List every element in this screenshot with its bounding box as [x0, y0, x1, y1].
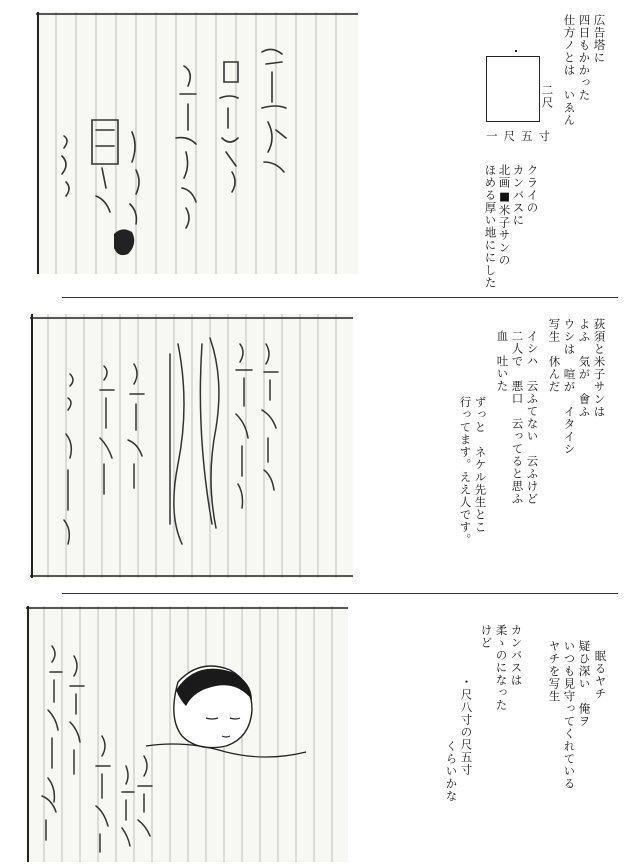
dimension-dot: [515, 50, 517, 52]
panel2-line-7: 血 吐いた: [495, 330, 510, 393]
panel2-line-3: ウシは 喧が イタイシ: [562, 318, 577, 456]
panel2-line-8: ずっと ネケル先生とこ: [473, 396, 488, 534]
panel3-line-9: ヤチを写生: [547, 640, 562, 703]
manuscript-scan-2: [30, 314, 353, 578]
manuscript-drawing-3: [26, 606, 348, 862]
manuscript-drawing-2: [30, 314, 353, 578]
manuscript-drawing-1: [36, 12, 358, 274]
panel1-line-1: 広告塔に: [592, 14, 607, 64]
panel-separator-2: [62, 593, 618, 594]
panel2-line-2: よふ 気が 會ふ: [577, 318, 592, 418]
panel2-line-6: 二人で 悪口 云ってると思ふ: [510, 330, 525, 505]
panel2-line-9: 行ってます。ええ人です。: [458, 396, 473, 546]
panel3-line-8: いつも見守ってくれている: [562, 640, 577, 790]
panel3-line-1: カンバスは: [509, 624, 524, 687]
manuscript-scan-1: [36, 12, 358, 274]
panel2-line-5: イシハ 云ふてない 云ふけど: [525, 330, 540, 505]
panel1-line-2: 四日もかかった: [577, 14, 592, 102]
manuscript-scan-3: [26, 606, 348, 862]
panel3-line-3: けど: [479, 624, 494, 649]
panel3-line-7: 疑ひ深い 俺ヲ: [577, 640, 592, 728]
panel1-line-4: クライの: [525, 164, 540, 214]
panel-separator-1: [62, 297, 618, 298]
panel2-line-4: 写生 休んだ: [547, 318, 562, 393]
panel3-line-6: 眠るヤチ: [593, 650, 608, 700]
panel1-line-7: ほめる厚い地ににした: [483, 164, 498, 289]
canvas-size-box: [486, 56, 540, 122]
panel1-line-6: 北画■米子サンの: [497, 164, 512, 267]
panel3-line-5: くらいかな: [444, 740, 459, 803]
dimension-width-label: 一尺五寸: [486, 129, 556, 143]
panel1-line-3: 仕方ノとは いゑん: [562, 14, 577, 127]
panel1-line-5: カンバスに: [511, 164, 526, 227]
panel3-line-2: 柔ゝのになった: [494, 624, 509, 712]
panel2-line-1: 荻須と米子サンは: [592, 318, 607, 418]
dimension-height-label: 二尺: [540, 84, 555, 109]
panel3-line-4: ・尺八寸の尺五寸: [459, 676, 474, 776]
